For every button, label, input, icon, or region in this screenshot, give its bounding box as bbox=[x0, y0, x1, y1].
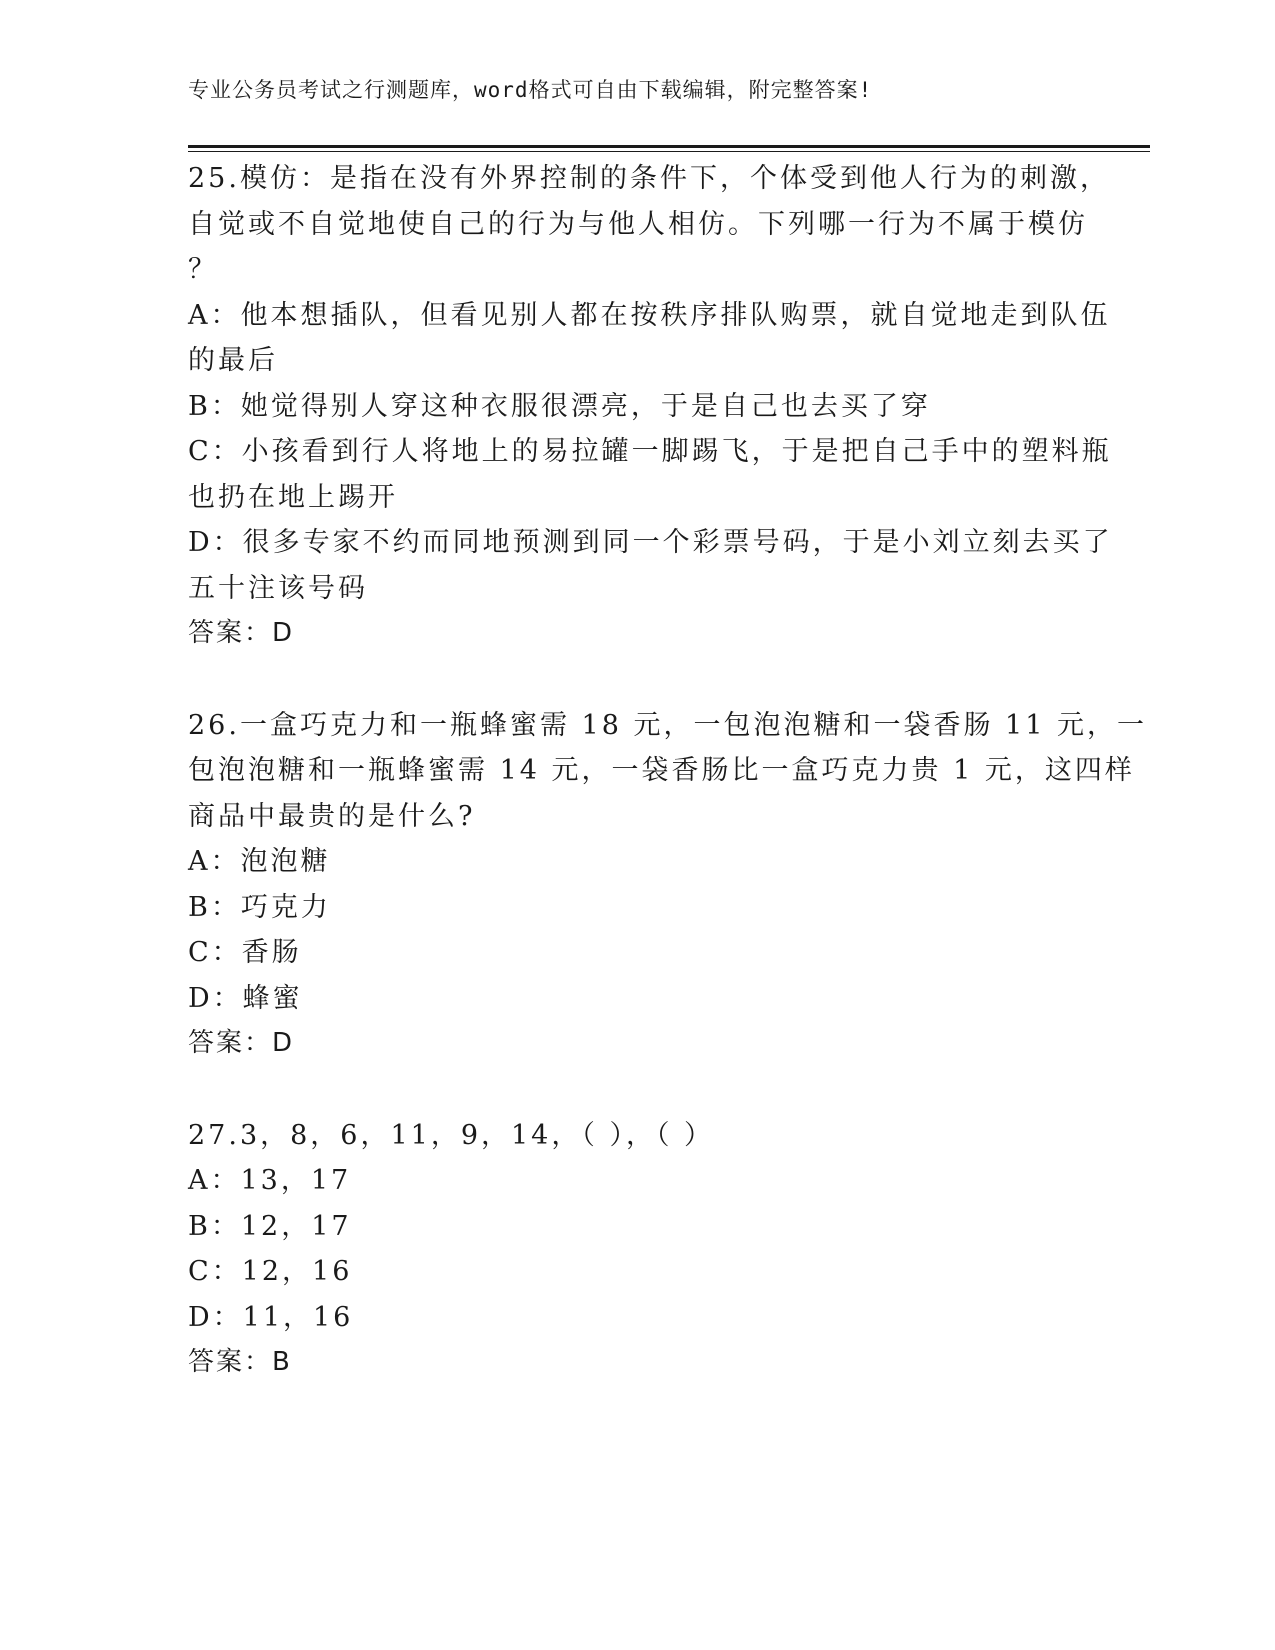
option-b: B：她觉得别人穿这种衣服很漂亮，于是自己也去买了穿 bbox=[188, 390, 931, 422]
question-stem-line: 26.一盒巧克力和一瓶蜂蜜需 18 元，一包泡泡糖和一袋香肠 11 元，一 bbox=[188, 709, 1147, 741]
answer: 答案：B bbox=[188, 1347, 292, 1377]
question-stem-line: 包泡泡糖和一瓶蜂蜜需 14 元，一袋香肠比一盒巧克力贵 1 元，这四样 bbox=[188, 755, 1135, 786]
option-d: D：很多专家不约而同地预测到同一个彩票号码，于是小刘立刻去买了 bbox=[188, 527, 1113, 558]
option-c: C：12，16 bbox=[188, 1256, 353, 1287]
option-c: C：香肠 bbox=[188, 937, 302, 968]
question-26 bbox=[188, 703, 1147, 1067]
option-a: A：13，17 bbox=[188, 1165, 352, 1196]
question-stem-line: 25.模仿：是指在没有外界控制的条件下，个体受到他人行为的刺激， bbox=[188, 163, 1110, 194]
question-spacer bbox=[188, 1067, 1068, 1113]
question-stem-line: 商品中最贵的是什么? bbox=[188, 800, 476, 832]
answer: 答案：D bbox=[188, 1028, 295, 1058]
header-divider-thin bbox=[188, 151, 1150, 152]
question-27 bbox=[188, 1113, 1068, 1386]
option-c-continued: 也扔在地上踢开 bbox=[188, 481, 398, 513]
option-b: B：巧克力 bbox=[188, 891, 331, 923]
option-c: C：小孩看到行人将地上的易拉罐一脚踢飞，于是把自己手中的塑料瓶 bbox=[188, 436, 1112, 467]
option-d-continued: 五十注该号码 bbox=[188, 572, 368, 604]
question-stem-line: 自觉或不自觉地使自己的行为与他人相仿。下列哪一行为不属于模仿 bbox=[188, 208, 1088, 240]
option-a-continued: 的最后 bbox=[188, 345, 278, 376]
option-a: A：他本想插队，但看见别人都在按秩序排队购票，就自觉地走到队伍 bbox=[188, 299, 1111, 331]
option-a: A：泡泡糖 bbox=[188, 846, 331, 877]
question-stem-line: 27.3，8，6，11，9，14，（ ），（ ） bbox=[188, 1119, 715, 1151]
question-list bbox=[188, 156, 1147, 1386]
page-header: 专业公务员考试之行测题库，word格式可自由下载编辑，附完整答案! bbox=[188, 78, 873, 102]
answer: 答案：D bbox=[188, 618, 295, 648]
question-25 bbox=[188, 156, 1113, 657]
header-divider-thick bbox=[188, 145, 1150, 148]
question-spacer bbox=[188, 657, 1068, 703]
option-d: D：11，16 bbox=[188, 1301, 354, 1333]
option-d: D：蜂蜜 bbox=[188, 982, 303, 1014]
option-b: B：12，17 bbox=[188, 1210, 352, 1242]
question-stem-line: ？ bbox=[188, 254, 218, 285]
